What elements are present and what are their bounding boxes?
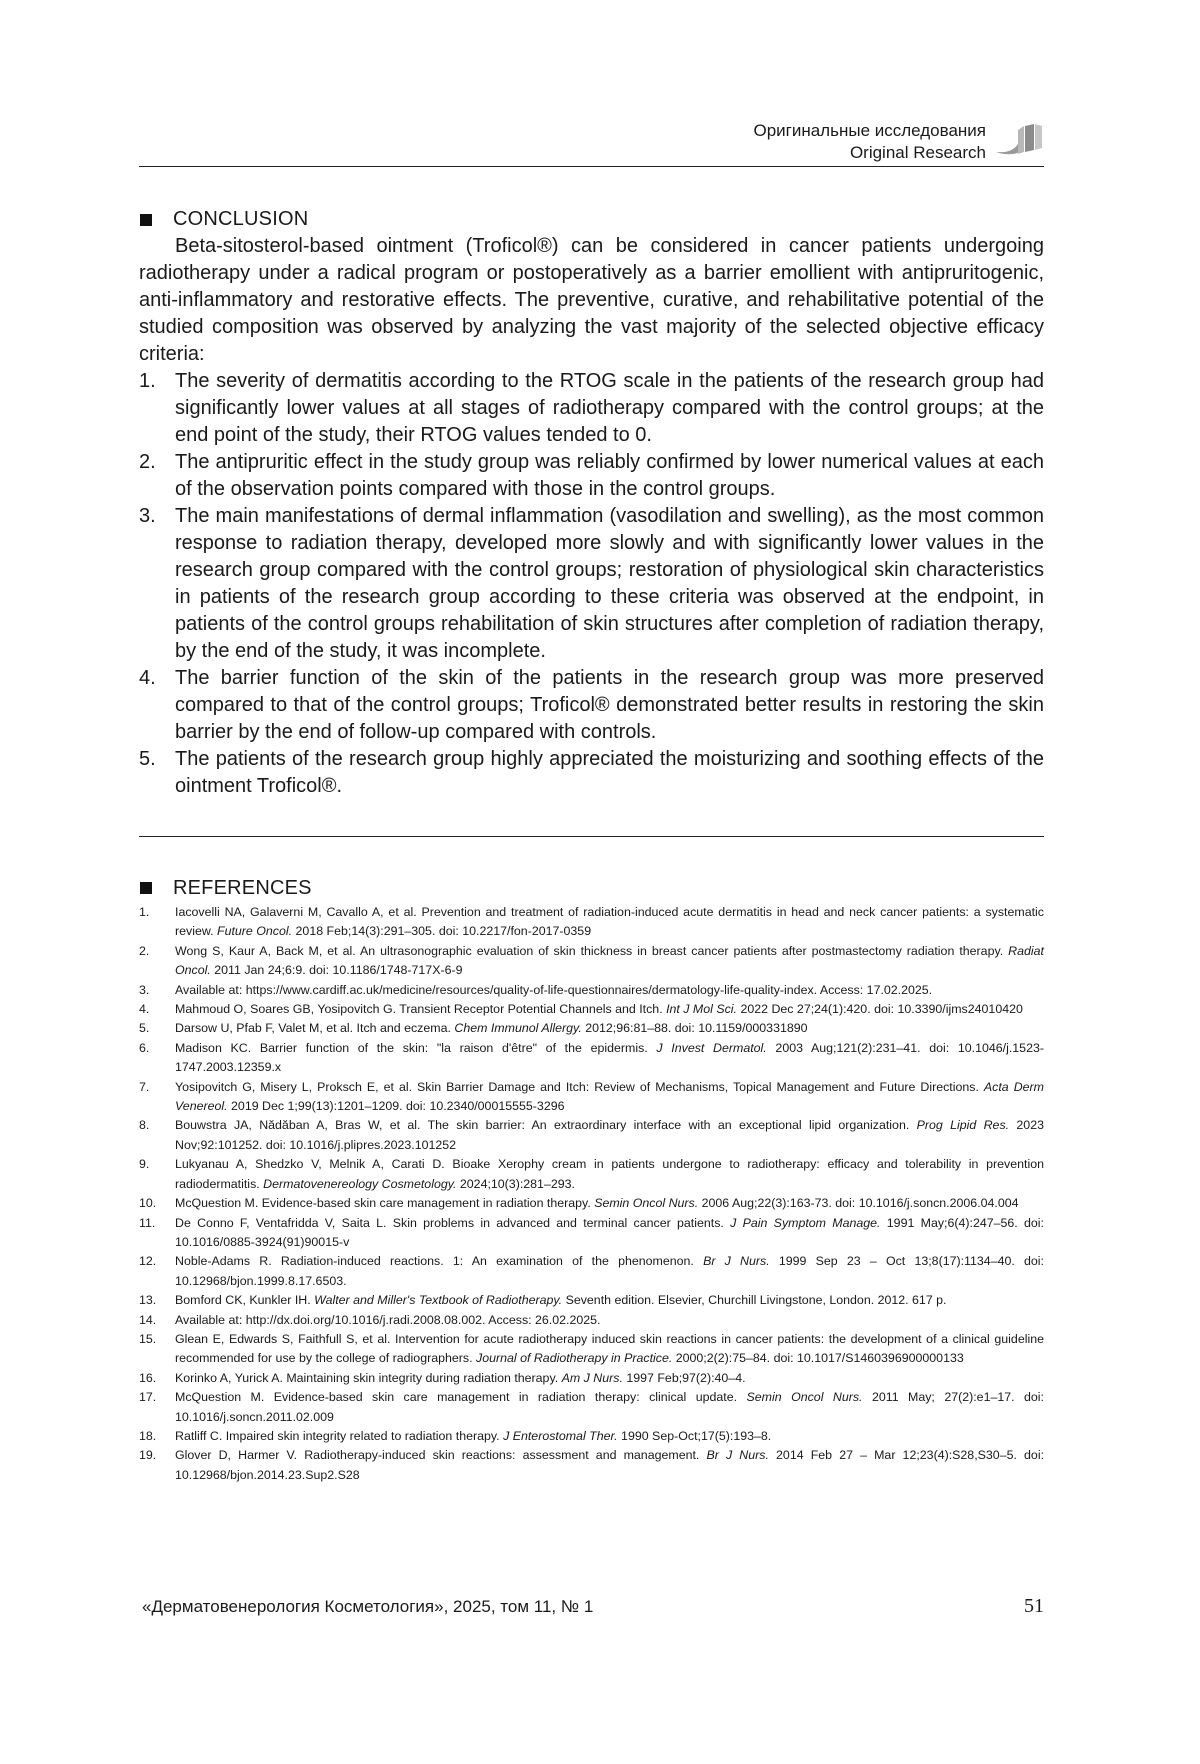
- conclusion-item: [139, 665, 1044, 746]
- reference-number: 15.: [139, 1331, 157, 1346]
- reference-text: Lukyanau A, Shedzko V, Melnik A, Carati D. Bioake Xerophy cream in patients undergone to radiotherapy: efficacy and tolerability in prevention radiodermatitis.: [175, 1157, 1044, 1191]
- reference-text: Available at: http://dx.doi.org/10.1016/j.radi.2008.08.002. Access: 26.02.2025.: [175, 1312, 601, 1327]
- reference-item: [139, 1214, 1044, 1253]
- reference-number: 11.: [139, 1215, 156, 1230]
- conclusion-item: [139, 368, 1044, 449]
- reference-journal: Dermatovenereology Cosmetology.: [263, 1176, 457, 1191]
- footer-journal-citation: «Дерматовенерология Косметология», 2025, том 11, № 1: [142, 1597, 594, 1616]
- reference-journal: Journal of Radiotherapy in Practice.: [476, 1351, 673, 1366]
- reference-journal: Semin Oncol Nurs.: [594, 1196, 699, 1211]
- reference-item: [139, 1078, 1044, 1117]
- reference-number: 18.: [139, 1428, 157, 1443]
- conclusion-item-text: The patients of the research group highly appreciated the moisturizing and soothing effects of the ointment Troficol®.: [175, 748, 1044, 797]
- reference-details: 2006 Aug;22(3):163-73. doi: 10.1016/j.soncn.2006.04.004: [698, 1196, 1019, 1211]
- reference-journal: Semin Oncol Nurs.: [746, 1390, 863, 1405]
- reference-text: Darsow U, Pfab F, Valet M, et al. Itch and eczema.: [175, 1021, 455, 1036]
- reference-details: 1999 Sep 23 – Oct 13;8(17):1134–40. doi: 10.12968/bjon.1999.8.17.6503.: [175, 1254, 1044, 1288]
- reference-item: [139, 1427, 1044, 1446]
- reference-text: Iacovelli NA, Galaverni M, Cavallo A, et al. Prevention and treatment of radiation-induced acute dermatitis in head and neck cancer patients: a systematic review.: [175, 905, 1044, 939]
- conclusion-item: [139, 503, 1044, 665]
- conclusion-item-text: The barrier function of the skin of the patients in the research group was more preserved compared to that of the control groups; Troficol® demonstrated better results in restoring the skin barrier by the end of follow-up compared with controls.: [175, 667, 1044, 743]
- conclusion-item-text: The severity of dermatitis according to the RTOG scale in the patients of the research group had significantly lower values at all stages of radiotherapy compared with the control groups; at the end point of the study, their RTOG values tended to 0.: [175, 370, 1044, 446]
- reference-details: 2023 Nov;92:101252. doi: 10.1016/j.plipres.2023.101252: [175, 1118, 1044, 1152]
- reference-number: 3.: [139, 982, 150, 997]
- reference-text: McQuestion M. Evidence-based skin care management in radiation therapy: clinical update.: [175, 1390, 747, 1405]
- conclusion-section: [139, 206, 1044, 800]
- conclusion-intro: Beta-sitosterol-based ointment (Troficol®) can be considered in cancer patients undergoing radiotherapy under a radical program or postoperatively as a barrier emollient with antipruritogenic, anti-inflammatory and restorative effects. The preventive, curative, and rehabilitative potential of the studied composition was observed by analyzing the vast majority of the selected objective efficacy criteria:: [139, 235, 1044, 365]
- reference-item: [139, 1000, 1044, 1019]
- section-divider: [139, 836, 1044, 837]
- section-bullet-icon: [140, 214, 152, 226]
- reference-number: 19.: [139, 1448, 157, 1463]
- reference-details: 2014 Feb 27 – Mar 12;23(4):S28,S30–5. doi: 10.12968/bjon.2014.23.Sup2.S28: [175, 1448, 1045, 1482]
- conclusion-item-number: 2.: [139, 451, 156, 473]
- reference-item: [139, 903, 1044, 942]
- journal-logo-icon: [994, 122, 1044, 158]
- conclusion-item-number: 5.: [139, 748, 156, 770]
- reference-number: 8.: [139, 1118, 150, 1133]
- reference-text: Korinko A, Yurick A. Maintaining skin integrity during radiation therapy.: [175, 1370, 562, 1385]
- reference-details: 2011 Jan 24;6:9. doi: 10.1186/1748-717X-6-9: [210, 963, 463, 978]
- reference-journal: Chem Immunol Allergy.: [454, 1021, 582, 1036]
- reference-text: Ratliff C. Impaired skin integrity related to radiation therapy.: [175, 1428, 504, 1443]
- reference-details: 2019 Dec 1;99(13):1201–1209. doi: 10.2340/00015555-3296: [227, 1099, 565, 1114]
- reference-number: 2.: [139, 943, 150, 958]
- reference-details: 1997 Feb;97(2):40–4.: [622, 1370, 746, 1385]
- section-label: [753, 120, 986, 164]
- reference-text: De Conno F, Ventafridda V, Saita L. Skin problems in advanced and terminal cancer patients.: [175, 1215, 731, 1230]
- reference-item: [139, 1446, 1044, 1485]
- references-heading-row: [139, 875, 1044, 901]
- reference-details: 2024;10(3):281–293.: [456, 1176, 575, 1191]
- reference-text: Madison KC. Barrier function of the skin: "la raison d'être" of the epidermis.: [175, 1040, 657, 1055]
- reference-number: 4.: [139, 1002, 150, 1017]
- section-label-en: Original Research: [849, 143, 986, 162]
- reference-journal: Walter and Miller's Textbook of Radiotherapy.: [314, 1293, 563, 1308]
- reference-details: 1991 May;6(4):247–56. doi: 10.1016/0885-3924(91)90015-v: [175, 1215, 1044, 1249]
- section-bullet-icon: [140, 882, 152, 894]
- reference-number: 13.: [139, 1293, 157, 1308]
- reference-number: 9.: [139, 1157, 150, 1172]
- reference-journal: Acta Derm Venereol.: [175, 1079, 1044, 1114]
- reference-details: 2000;2(2):75–84. doi: 10.1017/S1460396900000133: [672, 1351, 964, 1366]
- conclusion-item-number: 1.: [139, 370, 156, 392]
- reference-details: 2022 Dec 27;24(1):420. doi: 10.3390/ijms24010420: [737, 1002, 1023, 1017]
- reference-number: 7.: [139, 1079, 150, 1094]
- reference-journal: J Invest Dermatol.: [656, 1040, 767, 1055]
- section-label-ru: Оригинальные исследования: [753, 121, 986, 140]
- reference-item: [139, 1155, 1044, 1194]
- reference-list: [139, 903, 1044, 1485]
- reference-journal: Br J Nurs.: [706, 1448, 769, 1463]
- conclusion-heading-row: [139, 206, 1044, 233]
- reference-journal: J Enterostomal Ther.: [503, 1428, 618, 1443]
- reference-item: [139, 1388, 1044, 1427]
- reference-text: Bomford CK, Kunkler IH.: [175, 1293, 315, 1308]
- reference-number: 12.: [139, 1254, 157, 1269]
- reference-journal: Br J Nurs.: [703, 1254, 770, 1269]
- conclusion-item-number: 3.: [139, 505, 156, 527]
- references-heading: REFERENCES: [173, 876, 312, 899]
- reference-item: [139, 1311, 1044, 1330]
- reference-journal: Int J Mol Sci.: [666, 1002, 737, 1017]
- conclusion-heading: CONCLUSION: [173, 208, 309, 230]
- reference-text: Wong S, Kaur A, Back M, et al. An ultrasonographic evaluation of skin thickness in breast cancer patients after postmastectomy radiation therapy.: [175, 943, 1009, 958]
- reference-details: 2011 May; 27(2):e1–17. doi: 10.1016/j.soncn.2011.02.009: [175, 1390, 1045, 1424]
- reference-journal: Prog Lipid Res.: [916, 1118, 1010, 1133]
- reference-text: Noble-Adams R. Radiation-induced reactions. 1: An examination of the phenomenon.: [175, 1254, 704, 1269]
- reference-item: [139, 1116, 1044, 1155]
- reference-item: [139, 1252, 1044, 1291]
- reference-journal: Am J Nurs.: [561, 1370, 623, 1385]
- reference-text: Bouwstra JA, Nădăban A, Bras W, et al. The skin barrier: An extraordinary interface with an exceptional lipid organization.: [175, 1118, 917, 1133]
- reference-text: Glover D, Harmer V. Radiotherapy-induced skin reactions: assessment and management.: [175, 1448, 707, 1463]
- reference-item: [139, 1039, 1044, 1078]
- reference-item: [139, 1330, 1044, 1369]
- reference-number: 10.: [139, 1196, 157, 1211]
- reference-details: 1990 Sep-Oct;17(5):193–8.: [617, 1428, 772, 1443]
- reference-details: Seventh edition. Elsevier, Churchill Livingstone, London. 2012. 617 p.: [562, 1293, 947, 1308]
- reference-details: 2012;96:81–88. doi: 10.1159/000331890: [581, 1021, 808, 1036]
- reference-journal: Radiat Oncol.: [175, 943, 1044, 978]
- reference-item: [139, 1369, 1044, 1388]
- reference-number: 1.: [139, 905, 150, 919]
- reference-details: 2018 Feb;14(3):291–305. doi: 10.2217/fon-2017-0359: [292, 924, 592, 939]
- running-header: [139, 118, 1044, 167]
- reference-text: Mahmoud O, Soares GB, Yosipovitch G. Transient Receptor Potential Channels and Itch.: [175, 1002, 667, 1017]
- reference-item: [139, 1291, 1044, 1310]
- reference-item: [139, 1019, 1044, 1038]
- conclusion-item: [139, 746, 1044, 800]
- conclusion-item-text: The antipruritic effect in the study group was reliably confirmed by lower numerical values at each of the observation points compared with those in the control groups.: [175, 451, 1044, 500]
- reference-journal: Future Oncol.: [217, 924, 293, 939]
- reference-number: 6.: [139, 1040, 150, 1055]
- conclusion-item-number: 4.: [139, 667, 156, 689]
- reference-text: Available at: https://www.cardiff.ac.uk/medicine/resources/quality-of-life-questionnaires/dermatology-life-quality-index. Access: 17.02.2025.: [175, 982, 933, 997]
- reference-item: [139, 981, 1044, 1000]
- reference-text: McQuestion M. Evidence-based skin care management in radiation therapy.: [175, 1196, 595, 1211]
- reference-number: 16.: [139, 1370, 157, 1385]
- reference-number: 5.: [139, 1021, 150, 1036]
- references-section: [139, 875, 1044, 1485]
- conclusion-list: [139, 368, 1044, 800]
- reference-number: 17.: [139, 1390, 157, 1405]
- conclusion-item-text: The main manifestations of dermal inflammation (vasodilation and swelling), as the most common response to radiation therapy, developed more slowly and with significantly lower values in the research group compared with the control groups; restoration of physiological skin characteristics in patients of the research group according to these criteria was observed at the endpoint, in patients of the control groups rehabilitation of skin structures after completion of radiation therapy, by the end of the study, it was incomplete.: [175, 505, 1044, 662]
- reference-details: 2003 Aug;121(2):231–41. doi: 10.1046/j.1523-1747.2003.12359.x: [175, 1040, 1044, 1075]
- reference-number: 14.: [139, 1312, 157, 1327]
- reference-text: Yosipovitch G, Misery L, Proksch E, et al. Skin Barrier Damage and Itch: Review of Mechanisms, Topical Management and Future Directions.: [175, 1079, 984, 1094]
- reference-item: [139, 1194, 1044, 1213]
- page-number: 51: [1024, 1595, 1044, 1617]
- reference-journal: J Pain Symptom Manage.: [730, 1215, 881, 1230]
- reference-text: Glean E, Edwards S, Faithfull S, et al. Intervention for acute radiotherapy induced skin reactions in cancer patients: the development of a clinical guideline recommended for use by the college of radiographers.: [175, 1331, 1044, 1366]
- conclusion-item: [139, 449, 1044, 503]
- reference-item: [139, 942, 1044, 981]
